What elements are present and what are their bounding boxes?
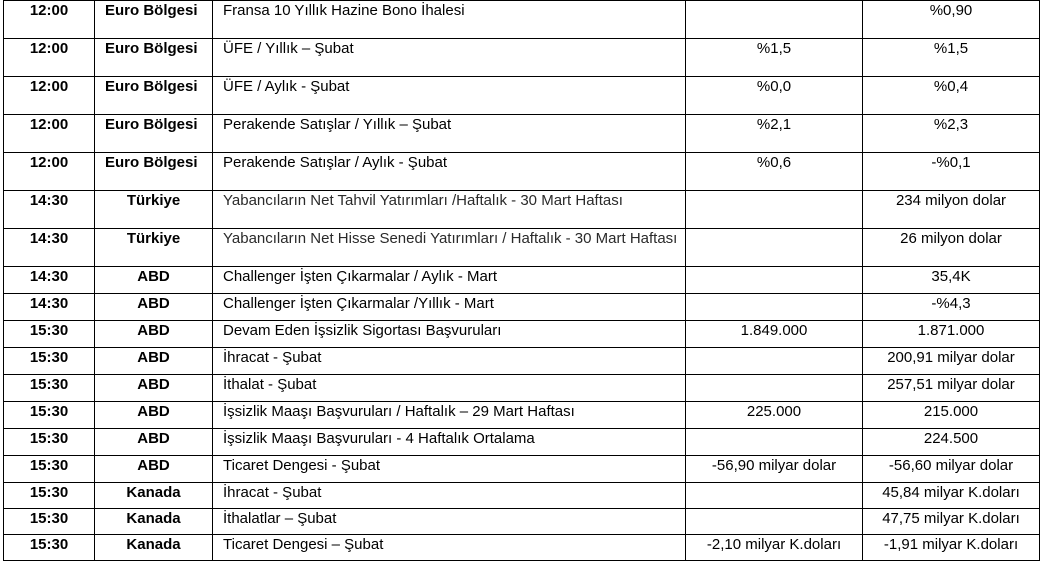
time-cell: 15:30 bbox=[4, 375, 95, 402]
expected-cell: 225.000 bbox=[686, 402, 863, 429]
event-cell: ÜFE / Aylık - Şubat bbox=[213, 77, 686, 115]
calendar-body bbox=[4, 1, 1040, 561]
expected-cell bbox=[686, 191, 863, 229]
region-cell: Euro Bölgesi bbox=[95, 115, 213, 153]
event-cell: Fransa 10 Yıllık Hazine Bono İhalesi bbox=[213, 1, 686, 39]
region-cell: Euro Bölgesi bbox=[95, 1, 213, 39]
expected-cell: %0,0 bbox=[686, 77, 863, 115]
previous-cell: -1,91 milyar K.doları bbox=[863, 535, 1040, 561]
previous-cell: 215.000 bbox=[863, 402, 1040, 429]
event-cell: Devam Eden İşsizlik Sigortası Başvuruları bbox=[213, 321, 686, 348]
table-row bbox=[4, 229, 1040, 267]
table-row bbox=[4, 39, 1040, 77]
time-cell: 12:00 bbox=[4, 115, 95, 153]
table-row bbox=[4, 321, 1040, 348]
time-cell: 12:00 bbox=[4, 39, 95, 77]
region-cell: Türkiye bbox=[95, 191, 213, 229]
region-cell: Kanada bbox=[95, 535, 213, 561]
table-row bbox=[4, 77, 1040, 115]
event-cell: İhracat - Şubat bbox=[213, 348, 686, 375]
time-cell: 15:30 bbox=[4, 429, 95, 456]
time-cell: 12:00 bbox=[4, 1, 95, 39]
table-row bbox=[4, 483, 1040, 509]
region-cell: ABD bbox=[95, 402, 213, 429]
table-row bbox=[4, 115, 1040, 153]
previous-cell: 47,75 milyar K.doları bbox=[863, 509, 1040, 535]
previous-cell: %2,3 bbox=[863, 115, 1040, 153]
previous-cell: -%4,3 bbox=[863, 294, 1040, 321]
event-cell: Challenger İşten Çıkarmalar /Yıllık - Mart bbox=[213, 294, 686, 321]
event-cell: İşsizlik Maaşı Başvuruları / Haftalık – 29 Mart Haftası bbox=[213, 402, 686, 429]
region-cell: ABD bbox=[95, 294, 213, 321]
previous-cell: %1,5 bbox=[863, 39, 1040, 77]
table-row bbox=[4, 191, 1040, 229]
event-cell: Ticaret Dengesi - Şubat bbox=[213, 456, 686, 483]
expected-cell bbox=[686, 267, 863, 294]
previous-cell: -%0,1 bbox=[863, 153, 1040, 191]
previous-cell: 200,91 milyar dolar bbox=[863, 348, 1040, 375]
event-cell: Perakende Satışlar / Yıllık – Şubat bbox=[213, 115, 686, 153]
expected-cell: -2,10 milyar K.doları bbox=[686, 535, 863, 561]
time-cell: 15:30 bbox=[4, 456, 95, 483]
region-cell: Euro Bölgesi bbox=[95, 39, 213, 77]
expected-cell: %1,5 bbox=[686, 39, 863, 77]
previous-cell: %0,4 bbox=[863, 77, 1040, 115]
event-cell: İhracat - Şubat bbox=[213, 483, 686, 509]
table-row bbox=[4, 535, 1040, 561]
expected-cell: 1.849.000 bbox=[686, 321, 863, 348]
expected-cell bbox=[686, 509, 863, 535]
time-cell: 15:30 bbox=[4, 321, 95, 348]
expected-cell bbox=[686, 229, 863, 267]
expected-cell bbox=[686, 483, 863, 509]
table-row bbox=[4, 348, 1040, 375]
event-cell: Perakende Satışlar / Aylık - Şubat bbox=[213, 153, 686, 191]
previous-cell: 224.500 bbox=[863, 429, 1040, 456]
time-cell: 14:30 bbox=[4, 267, 95, 294]
table-row bbox=[4, 375, 1040, 402]
time-cell: 14:30 bbox=[4, 191, 95, 229]
time-cell: 15:30 bbox=[4, 348, 95, 375]
expected-cell bbox=[686, 1, 863, 39]
table-row bbox=[4, 267, 1040, 294]
table-row bbox=[4, 153, 1040, 191]
event-cell: Challenger İşten Çıkarmalar / Aylık - Mart bbox=[213, 267, 686, 294]
region-cell: ABD bbox=[95, 321, 213, 348]
previous-cell: 26 milyon dolar bbox=[863, 229, 1040, 267]
table-row bbox=[4, 294, 1040, 321]
expected-cell: -56,90 milyar dolar bbox=[686, 456, 863, 483]
time-cell: 14:30 bbox=[4, 229, 95, 267]
previous-cell: 234 milyon dolar bbox=[863, 191, 1040, 229]
time-cell: 15:30 bbox=[4, 535, 95, 561]
time-cell: 15:30 bbox=[4, 402, 95, 429]
expected-cell bbox=[686, 348, 863, 375]
region-cell: ABD bbox=[95, 429, 213, 456]
previous-cell: 35,4K bbox=[863, 267, 1040, 294]
previous-cell: 257,51 milyar dolar bbox=[863, 375, 1040, 402]
event-cell: Ticaret Dengesi – Şubat bbox=[213, 535, 686, 561]
time-cell: 15:30 bbox=[4, 483, 95, 509]
previous-cell: -56,60 milyar dolar bbox=[863, 456, 1040, 483]
expected-cell bbox=[686, 294, 863, 321]
expected-cell bbox=[686, 429, 863, 456]
previous-cell: %0,90 bbox=[863, 1, 1040, 39]
table-row bbox=[4, 429, 1040, 456]
table-row bbox=[4, 509, 1040, 535]
table-row bbox=[4, 1, 1040, 39]
previous-cell: 1.871.000 bbox=[863, 321, 1040, 348]
time-cell: 14:30 bbox=[4, 294, 95, 321]
region-cell: ABD bbox=[95, 375, 213, 402]
economic-calendar-table bbox=[3, 0, 1040, 561]
event-cell: Yabancıların Net Tahvil Yatırımları /Haftalık - 30 Mart Haftası bbox=[213, 191, 686, 229]
event-cell: İthalat - Şubat bbox=[213, 375, 686, 402]
expected-cell bbox=[686, 375, 863, 402]
table-row bbox=[4, 402, 1040, 429]
time-cell: 15:30 bbox=[4, 509, 95, 535]
event-cell: İthalatlar – Şubat bbox=[213, 509, 686, 535]
event-cell: Yabancıların Net Hisse Senedi Yatırımları / Haftalık - 30 Mart Haftası bbox=[213, 229, 686, 267]
time-cell: 12:00 bbox=[4, 153, 95, 191]
region-cell: ABD bbox=[95, 348, 213, 375]
event-cell: İşsizlik Maaşı Başvuruları - 4 Haftalık Ortalama bbox=[213, 429, 686, 456]
table-row bbox=[4, 456, 1040, 483]
region-cell: Türkiye bbox=[95, 229, 213, 267]
time-cell: 12:00 bbox=[4, 77, 95, 115]
region-cell: ABD bbox=[95, 267, 213, 294]
event-cell: ÜFE / Yıllık – Şubat bbox=[213, 39, 686, 77]
region-cell: ABD bbox=[95, 456, 213, 483]
region-cell: Euro Bölgesi bbox=[95, 153, 213, 191]
region-cell: Kanada bbox=[95, 509, 213, 535]
expected-cell: %2,1 bbox=[686, 115, 863, 153]
region-cell: Kanada bbox=[95, 483, 213, 509]
previous-cell: 45,84 milyar K.doları bbox=[863, 483, 1040, 509]
region-cell: Euro Bölgesi bbox=[95, 77, 213, 115]
expected-cell: %0,6 bbox=[686, 153, 863, 191]
